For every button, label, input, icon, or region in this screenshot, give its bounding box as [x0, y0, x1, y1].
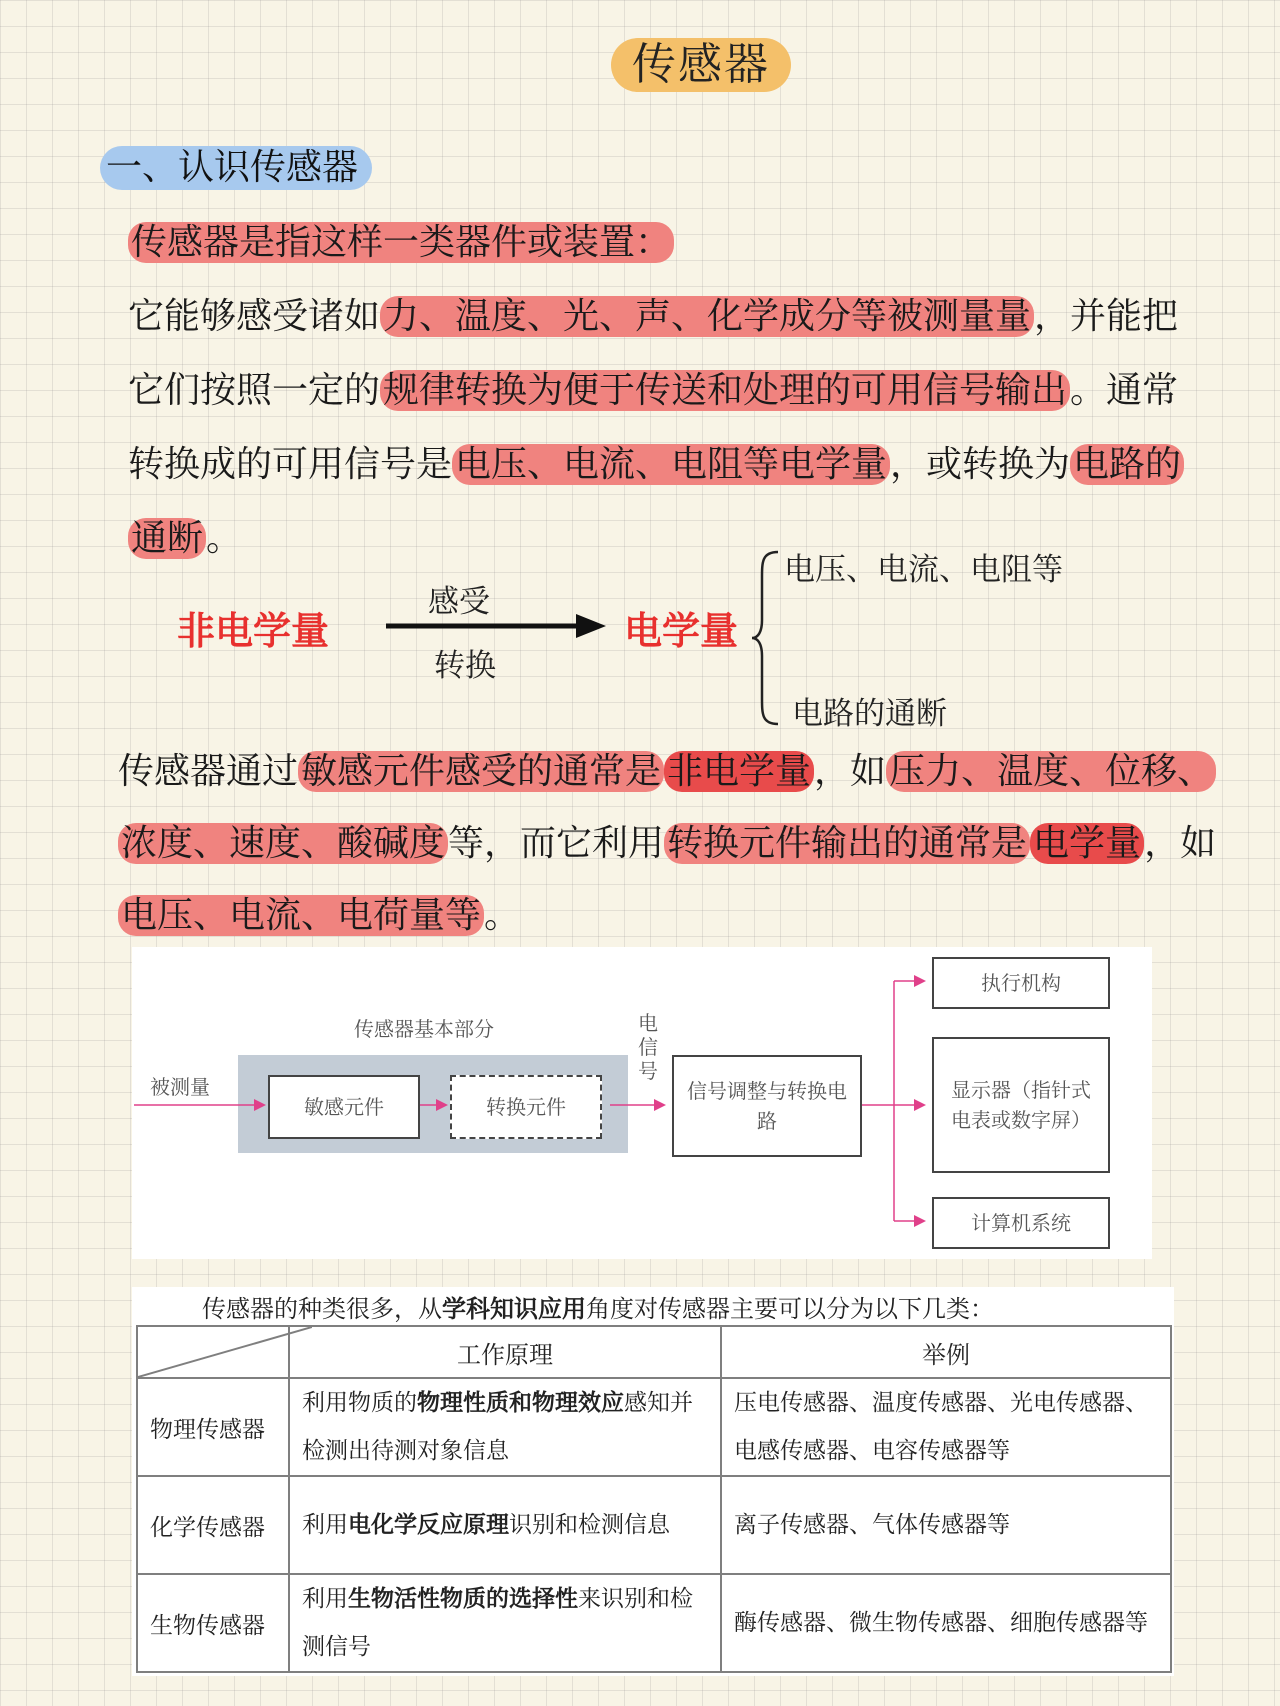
table-row — [137, 1574, 1171, 1672]
brace-icon — [748, 548, 784, 728]
branch-label-switching: 电路的通断 — [792, 696, 947, 732]
principle-emphasis: 生物活性物质的选择性 — [348, 1586, 578, 1612]
text-fragment: 利用物质的 — [302, 1390, 417, 1416]
sensor-examples: 离子传感器、气体传感器等 — [721, 1476, 1171, 1574]
table-row — [137, 1378, 1171, 1476]
text-fragment: ，或转换为 — [890, 444, 1071, 485]
text-fragment: 利用 — [302, 1512, 348, 1538]
text-fragment: 感知并检测出待测对象信息 — [302, 1390, 693, 1464]
sensor-examples: 酶传感器、微生物传感器、细胞传感器等 — [721, 1574, 1171, 1672]
text-fragment: 。 — [484, 895, 521, 936]
sensor-principle — [289, 1476, 721, 1574]
sensor-principle — [289, 1378, 721, 1476]
table-header-row — [137, 1326, 1171, 1378]
arrow-label-sense: 感受 — [428, 584, 490, 620]
table-intro — [202, 1289, 994, 1324]
header-principle: 工作原理 — [289, 1326, 721, 1378]
highlight-converter-output: 转换元件输出的通常是 — [664, 823, 1030, 864]
sensor-group-label: 传感器基本部分 — [354, 1017, 494, 1041]
text-fragment: 。通常转换成的可用信号是 — [128, 370, 1179, 485]
electrical-label: 电学量 — [624, 609, 739, 653]
principle-emphasis: 电化学反应原理 — [348, 1512, 509, 1538]
highlight-conversion-rule: 规律转换为便于传送和处理的可用信号输出 — [380, 370, 1070, 411]
conditioning-circuit-box: 信号调整与转换电路 — [672, 1055, 862, 1157]
non-electrical-label: 非电学量 — [177, 609, 330, 653]
text-fragment: 等，而它利用 — [448, 823, 665, 864]
highlight-output-examples: 电压、电流、电荷量等 — [118, 895, 484, 936]
page-title: 传感器 — [611, 38, 791, 92]
diagonal-line-icon — [138, 1327, 312, 1377]
sensor-type-name: 物理传感器 — [137, 1378, 289, 1476]
text-fragment: ，并能把它们按照一定的 — [128, 296, 1179, 411]
executor-box: 执行机构 — [932, 957, 1110, 1009]
intro-emphasis: 学科知识应用 — [442, 1295, 586, 1323]
sensor-type-name: 生物传感器 — [137, 1574, 289, 1672]
sensor-principle — [289, 1574, 721, 1672]
highlight-quantity-examples: 压力、温度、位移、浓度、速度、酸碱度 — [118, 751, 1216, 864]
highlight-circuit-switching: 电路的通断 — [128, 444, 1184, 559]
principle-paragraph — [118, 736, 1218, 952]
text-fragment: ，如 — [1144, 823, 1217, 864]
classification-table-section — [132, 1287, 1174, 1676]
text-fragment: 它能够感受诸如 — [128, 296, 381, 337]
sensor-flow-diagram — [132, 947, 1152, 1259]
text-fragment: ，如 — [814, 751, 887, 792]
branch-label-quantities: 电压、电流、电阻等 — [784, 552, 1063, 588]
conversion-arrow-icon — [380, 608, 610, 644]
text-fragment: 角度对传感器主要可以分为以下几类： — [586, 1295, 994, 1323]
text-fragment: 传感器的种类很多，从 — [202, 1295, 442, 1323]
signal-label: 电信号 — [638, 1011, 658, 1083]
definition-paragraph — [128, 206, 1208, 576]
sensor-examples: 压电传感器、温度传感器、光电传感器、电感传感器、电容传感器等 — [721, 1378, 1171, 1476]
text-fragment: 识别和检测信息 — [509, 1512, 670, 1538]
computer-system-box: 计算机系统 — [932, 1197, 1110, 1249]
sensor-type-name: 化学传感器 — [137, 1476, 289, 1574]
converter-element-box: 转换元件 — [450, 1075, 602, 1139]
highlight-measured-quantities: 力、温度、光、声、化学成分等被测量量 — [380, 296, 1034, 337]
display-box: 显示器（指针式电表或数字屏） — [932, 1037, 1110, 1173]
table-row — [137, 1476, 1171, 1574]
text-fragment: 传感器通过 — [118, 751, 299, 792]
arrow-label-convert: 转换 — [434, 648, 496, 684]
measured-input-label: 被测量 — [150, 1075, 210, 1099]
classification-table — [136, 1325, 1172, 1673]
corner-cell — [137, 1326, 289, 1378]
highlight-electrical: 电学量 — [1030, 823, 1144, 864]
highlight-sensitive-element: 敏感元件感受的通常是 — [298, 751, 664, 792]
text-fragment: 利用 — [302, 1586, 348, 1612]
definition-line1: 传感器是指这样一类器件或装置： — [128, 222, 674, 263]
sensitive-element-box: 敏感元件 — [268, 1075, 420, 1139]
highlight-non-electrical: 非电学量 — [664, 751, 814, 792]
principle-emphasis: 物理性质和物理效应 — [417, 1390, 624, 1416]
highlight-electrical-quantities: 电压、电流、电阻等电学量 — [452, 444, 890, 485]
header-examples: 举例 — [721, 1326, 1171, 1378]
text-fragment: 。 — [206, 518, 243, 559]
text-fragment: 来识别和检测信号 — [302, 1586, 693, 1660]
section-heading: 一、认识传感器 — [100, 146, 372, 190]
